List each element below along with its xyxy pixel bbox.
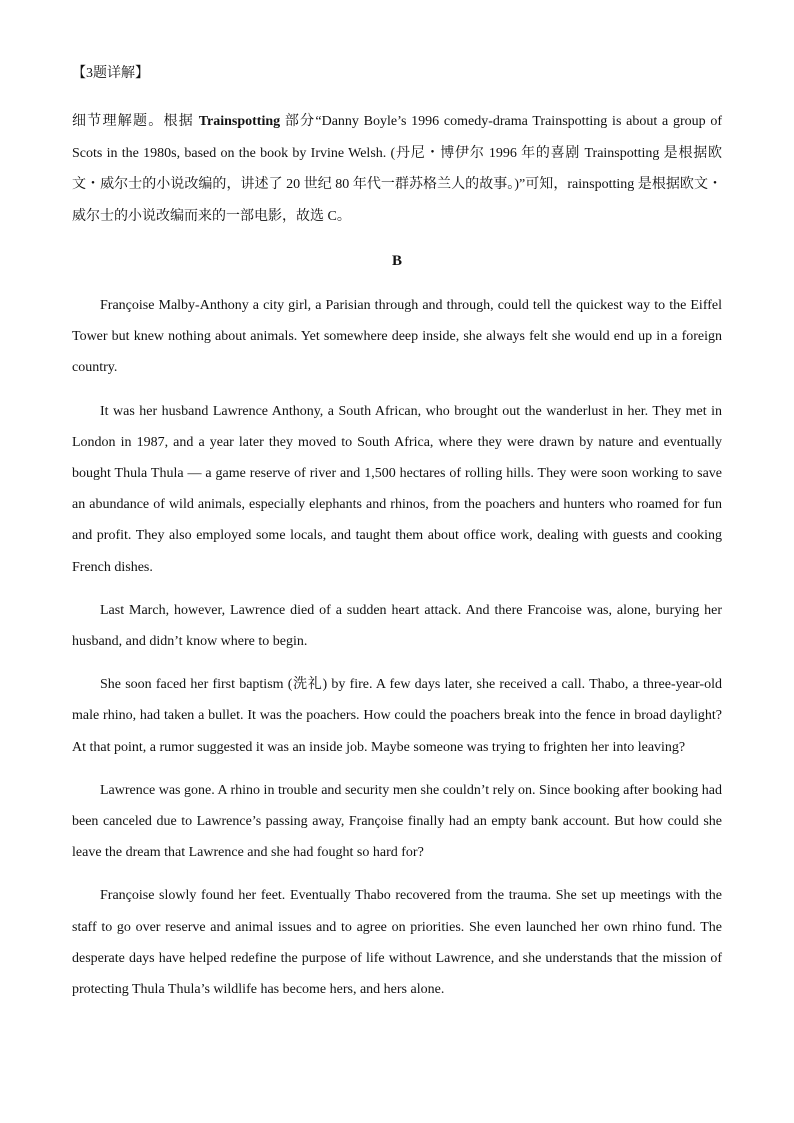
passage-paragraph-2: It was her husband Lawrence Anthony, a South African, who brought out the wanderlust in her. They met in London in 1987, and a year later they moved to South Africa, where they were drawn by nature and eventually bought Thula Thula — a game reserve of river and 1,500 hectares of rolling hills. They were soon working to save an abundance of wild animals, especially elephants and rhinos, from the poachers and hunters who roamed for fun and profit. They also employed some locals, and taught them about office work, dealing with guests and cooking French dishes. [72,403,722,575]
passage-paragraph-3: Last March, however, Lawrence died of a sudden heart attack. And there Francoise was, alone, burying her husband, and didn’t know where to begin. [72,602,722,650]
section-title: B [391,253,402,269]
explanation-prefix: 细节理解题。根据 [72,114,199,129]
passage-paragraph-5: Lawrence was gone. A rhino in trouble and security men she couldn’t rely on. Since booking after booking had been canceled due to Lawrence’s passing away, Françoise finally had an empty bank account. But how could she leave the dream that Lawrence and she had fought so hard for? [72,782,722,861]
passage-paragraph-6: Françoise slowly found her feet. Eventually Thabo recovered from the trauma. She set up meetings with the staff to go over reserve and animal issues and to agree on priorities. She even launched her own rhino fund. The desperate days have helped redefine the purpose of life without Lawrence, and she understands that the mission of protecting Thula Thula’s wildlife has become hers, and hers alone. [72,888,722,998]
explanation-suffix: 部分“Danny Boyle’s 1996 comedy-drama Trainspotting is about a group of Scots in the 1980s, based on the book by Irvine Welsh. (丹尼・博伊尔 1996 年的喜剧 Trainspotting 是根据欧文・威尔士的小说改编的，讲述了 20 世纪 80 年代一群苏格兰人的故事。)”可知，rainspotting 是根据欧文・威尔士的小说改编而来的一部电影，故选 C。 [72,114,723,224]
passage-paragraph-1: Françoise Malby-Anthony a city girl, a Parisian through and through, could tell the quickest way to the Eiffel Tower but knew nothing about animals. Yet somewhere deep inside, she always felt she would end up in a foreign country. [72,298,722,376]
explanation-paragraph [72,106,722,232]
explanation-keyword: Trainspotting [198,114,281,129]
passage-paragraph-4: She soon faced her first baptism (洗礼) by fire. A few days later, she received a call. Thabo, a three-year-old male rhino, had taken a bullet. It was the poachers. How could the poachers break into the fence in broad daylight? At that point, a rumor suggested it was an inside job. Maybe someone was trying to frighten her into leaving? [72,677,722,755]
document-page [72,62,722,1017]
question-heading: 【3题详解】 [72,66,149,81]
